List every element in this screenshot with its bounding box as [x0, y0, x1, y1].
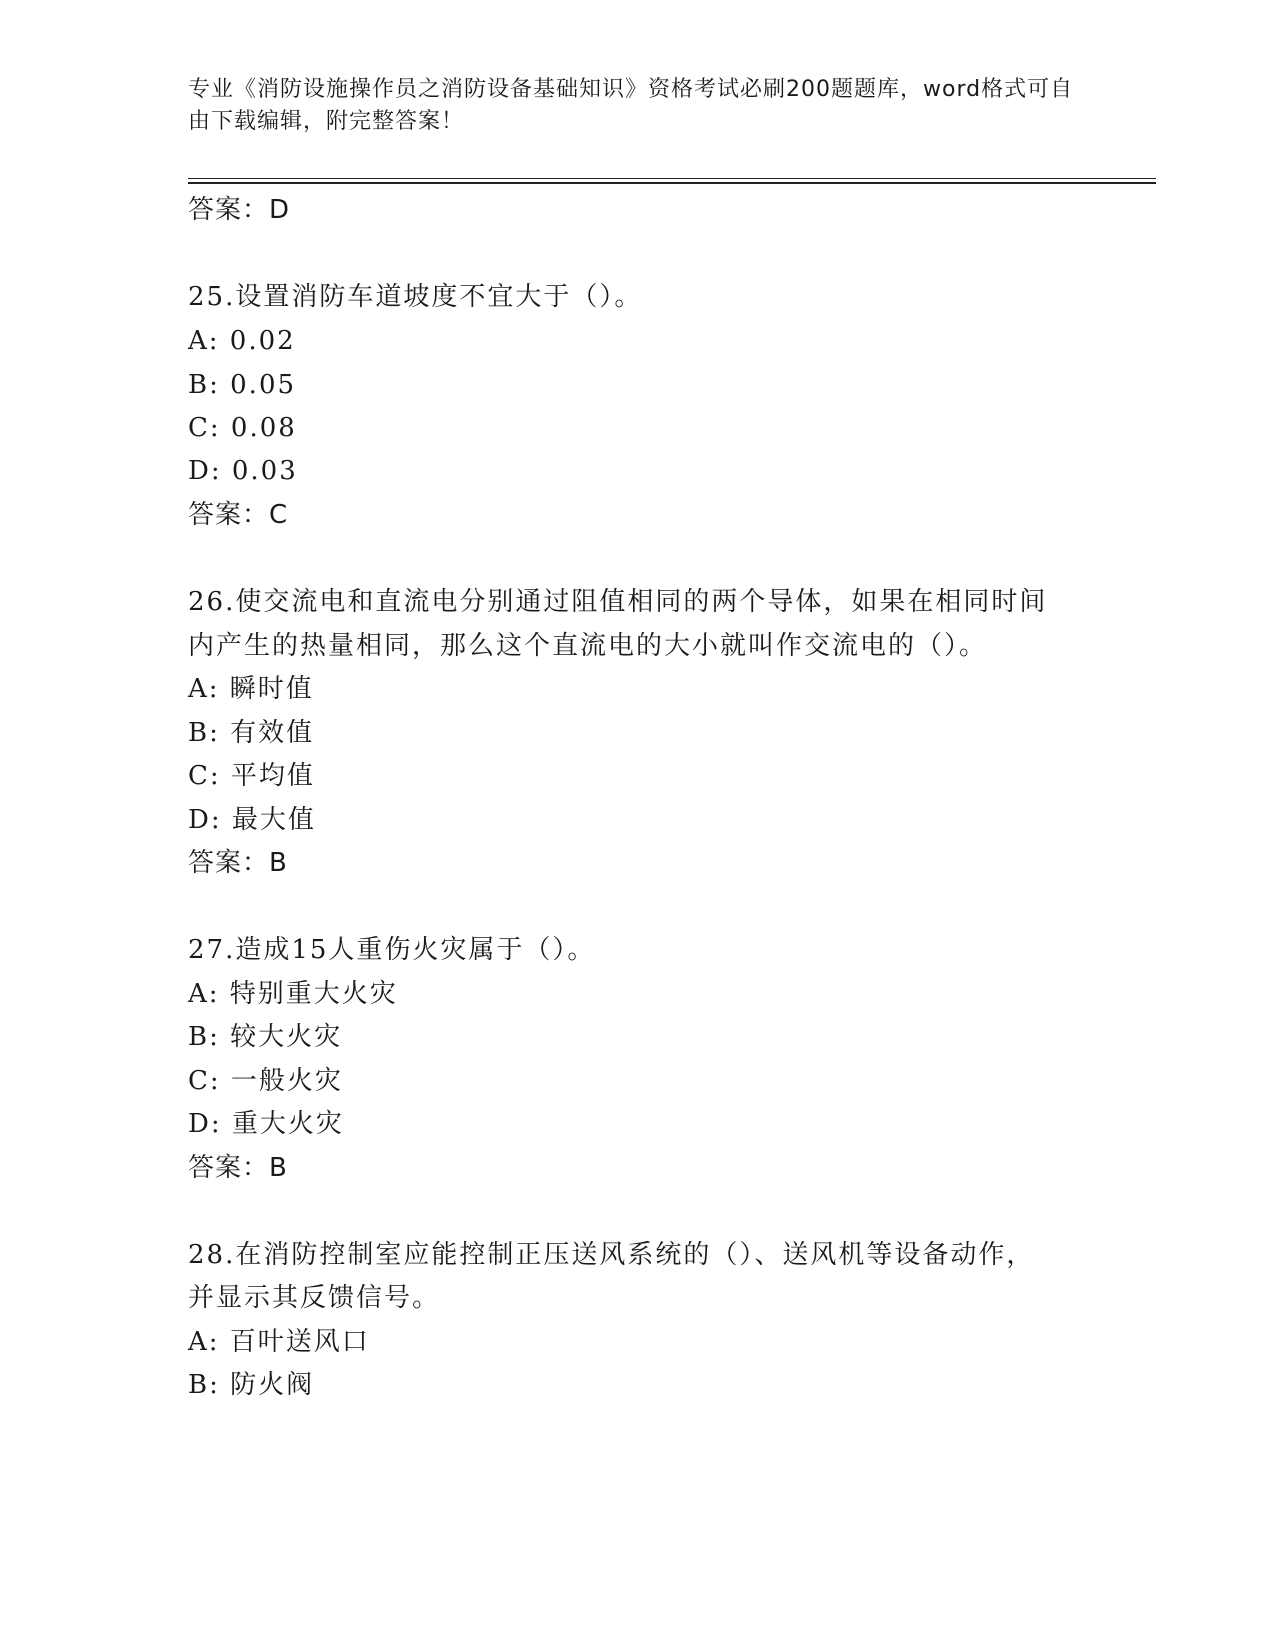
option-28-b: B: 防火阀 [188, 1370, 315, 1400]
question-25: 25.设置消防车道坡度不宜大于（）。 [188, 282, 643, 312]
header-divider-thin [188, 178, 1156, 179]
question-26-line-1: 26.使交流电和直流电分别通过阻值相同的两个导体，如果在相同时间 [188, 587, 1048, 617]
option-28-a: A: 百叶送风口 [188, 1327, 370, 1357]
document-header: 专业《消防设施操作员之消防设备基础知识》资格考试必刷200题题库，word格式可自由下载编辑，附完整答案！ [188, 77, 1074, 134]
option-25-a: A: 0.02 [188, 326, 296, 356]
option-27-a: A: 特别重大火灾 [188, 979, 398, 1009]
question-27: 27.造成15人重伤火灾属于（）。 [188, 935, 596, 965]
answer-26: 答案：B [188, 848, 288, 878]
option-26-a: A: 瞬时值 [188, 674, 314, 704]
question-26-line-2: 内产生的热量相同，那么这个直流电的大小就叫作交流电的（）。 [188, 631, 988, 661]
header-divider-thick [188, 182, 1156, 184]
option-27-c: C: 一般火灾 [188, 1066, 343, 1096]
question-28-line-1: 28.在消防控制室应能控制正压送风系统的（）、送风机等设备动作， [188, 1240, 1035, 1270]
option-27-b: B: 较大火灾 [188, 1022, 343, 1052]
option-25-b: B: 0.05 [188, 370, 297, 400]
option-25-d: D: 0.03 [188, 456, 298, 486]
answer-24: 答案：D [188, 195, 291, 225]
answer-27: 答案：B [188, 1153, 288, 1183]
option-26-b: B: 有效值 [188, 718, 315, 748]
question-28-line-2: 并显示其反馈信号。 [188, 1283, 441, 1313]
option-25-c: C: 0.08 [188, 413, 297, 443]
answer-25: 答案：C [188, 500, 289, 530]
option-26-c: C: 平均值 [188, 761, 315, 791]
option-27-d: D: 重大火灾 [188, 1109, 344, 1139]
option-26-d: D: 最大值 [188, 805, 316, 835]
